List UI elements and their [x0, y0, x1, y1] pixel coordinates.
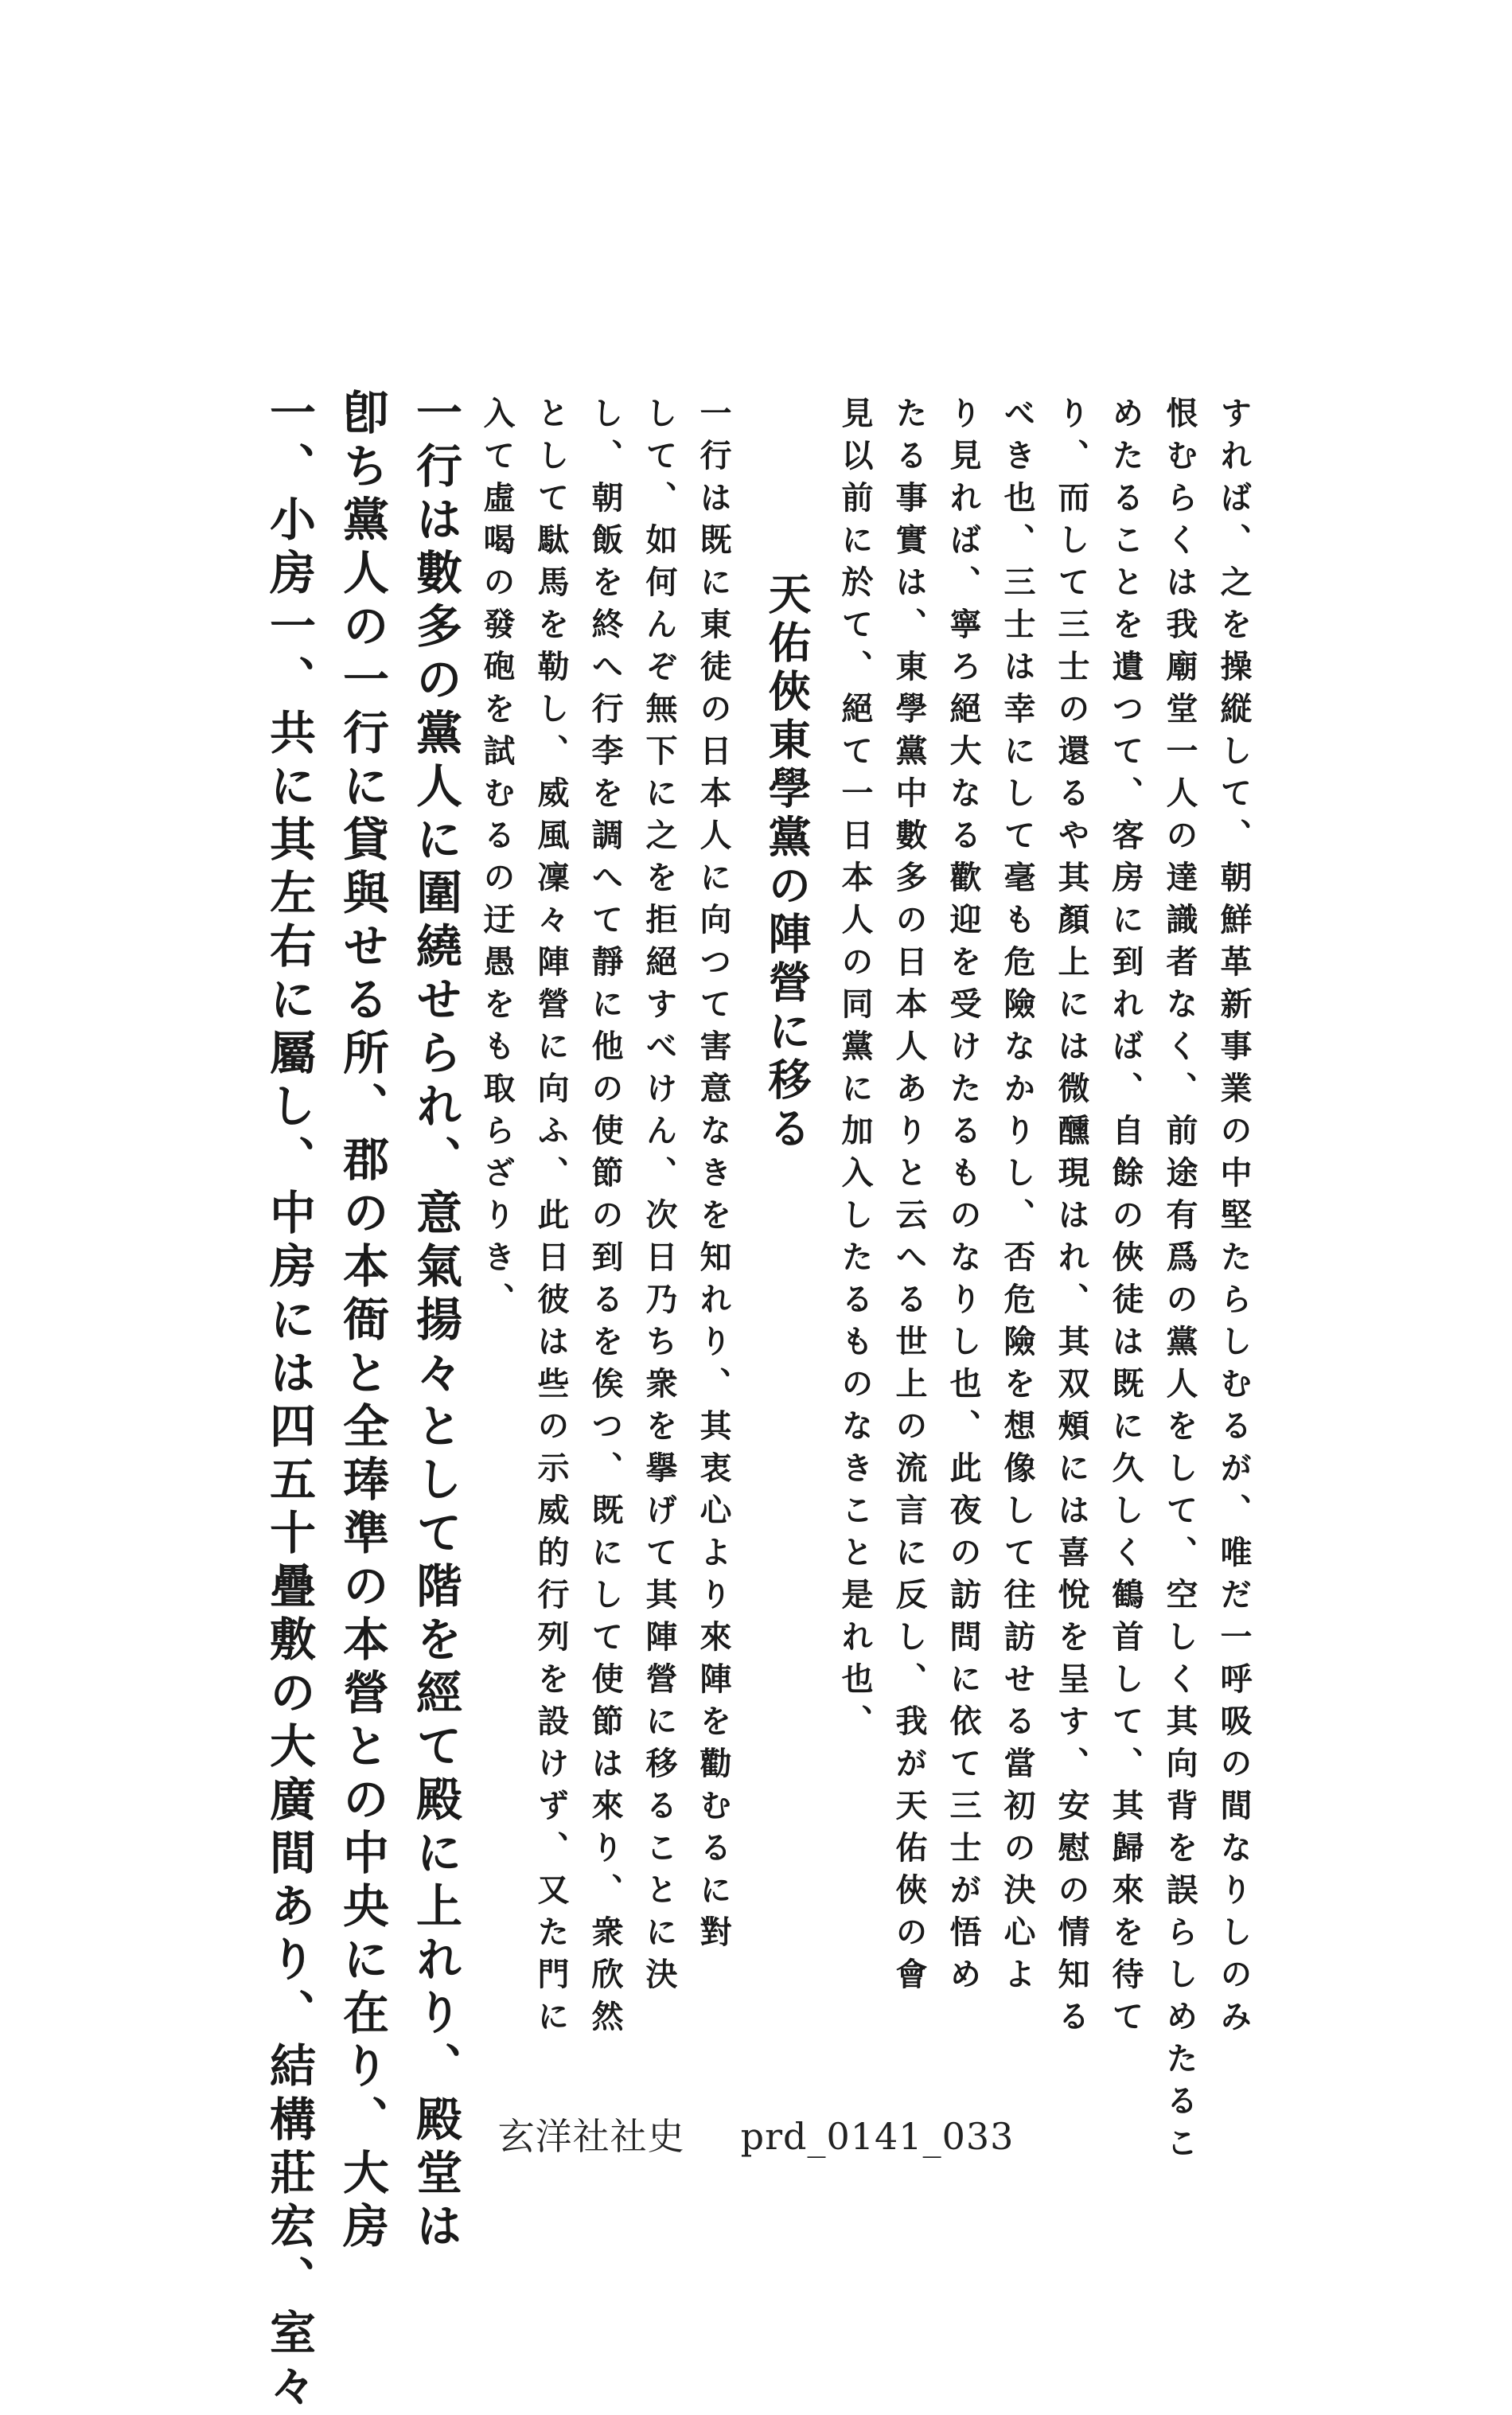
text-column: すれば、之を操縦して、朝鮮革新事業の中堅たらしむるが、唯だ一呼吸の間なりしのみ: [1215, 396, 1253, 2042]
text-column: し、朝飯を終へ行李を調へて靜に他の使節の到るを俟つ、既にして使節は來り、衆欣然: [586, 396, 624, 2042]
text-column: 恨むらくは我廟堂一人の達識者なく、前途有爲の黨人をして、空しく其向背を誤らしめたるこ: [1161, 396, 1198, 2168]
text-column: べき也、三士は幸にして毫も危險なかりし、否危險を想像して往訪せる當初の決心よ: [999, 396, 1036, 1999]
text-column-large: 卽ち黨人の一行に貸與せる所、郡の本衙と全琫準の本營との中央に在り、大房: [335, 388, 389, 2255]
text-column: 見以前に於て、絕て一日本人の同黨に加入したるものなきこと是れ也、: [836, 396, 874, 1746]
text-column: り見れば、寧ろ絕大なる歡迎を受けたるものなりし也、此夜の訪問に依て三士が悟め: [945, 396, 982, 1999]
text-column-large: 一行は數多の黨人に圍繞せられ、意氣揚々として階を經て殿に上れり、殿堂は: [408, 388, 462, 2255]
text-column: 一行は既に東徒の日本人に向つて害意なきを知れり、其衷心より來陣を勸むるに對: [695, 396, 732, 1957]
page-footer: [0, 2108, 1512, 2160]
text-column-large: 一、小房一、共に其左右に屬し、中房には四五十疊敷の大廣間あり、結構莊宏、室々: [262, 388, 316, 2415]
text-column: めたることを遺つて、客房に到れば、自餘の俠徒は既に久しく鶴首して、其歸來を待て: [1107, 396, 1144, 2042]
footer-title: 玄洋社社史: [497, 2115, 685, 2158]
text-column: り、而して三士の還るや其顏上には微醺現はれ、其双頰には喜悅を呈す、安慰の情知る: [1053, 396, 1090, 2042]
section-heading: 天佑俠東學黨の陣營に移る: [762, 572, 813, 1154]
footer-page-id: prd_0141_033: [740, 2115, 1015, 2158]
text-column: として駄馬を勒し、威風凜々陣營に向ふ、此日彼は些の示威的行列を設けず、又た門に: [532, 396, 570, 2042]
text-column: 入て虛喝の發砲を試むるの迂愚をも取らざりき、: [478, 396, 516, 1325]
text-column: たる事實は、東學黨中數多の日本人ありと云へる世上の流言に反し、我が天佑俠の會: [890, 396, 928, 1999]
text-column: して、如何んぞ無下に之を拒絕すべけん、次日乃ち衆を擧げて其陣營に移ることに決: [641, 396, 678, 1999]
